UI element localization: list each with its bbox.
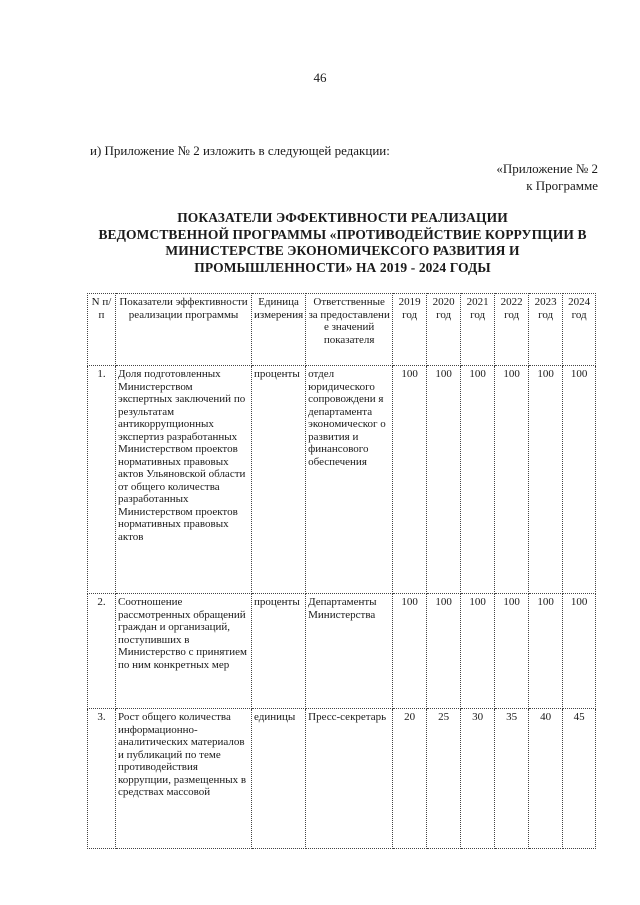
row-value-2021: 100 <box>461 594 495 709</box>
page-number: 46 <box>313 70 327 85</box>
row-value-2020: 100 <box>427 594 461 709</box>
table-row <box>88 709 596 849</box>
title-line-2: ВЕДОМСТВЕННОЙ ПРОГРАММЫ «ПРОТИВОДЕЙСТВИЕ КОРРУПЦИИ В <box>98 226 587 242</box>
row-responsible: Департаменты Министерства <box>306 594 393 709</box>
header-year-2019: 2019 год <box>393 294 427 366</box>
header-year-2021: 2021 год <box>461 294 495 366</box>
row-value-2020: 25 <box>427 709 461 849</box>
row-value-2021: 100 <box>461 366 495 594</box>
row-unit: проценты <box>252 594 306 709</box>
row-indicator-name: Соотношение рассмотренных обращений граждан и организаций, поступивших в Министерство с принятием по ним конкретных мер <box>116 594 252 709</box>
row-num: 3. <box>88 709 116 849</box>
appendix-line-1: «Приложение № 2 <box>496 161 598 176</box>
table-row <box>88 594 596 709</box>
row-value-2019: 100 <box>393 594 427 709</box>
row-responsible: Пресс-секретарь <box>306 709 393 849</box>
row-value-2024: 100 <box>563 366 596 594</box>
header-num: N п/п <box>88 294 116 366</box>
row-value-2024: 100 <box>563 594 596 709</box>
header-year-2020: 2020 год <box>427 294 461 366</box>
header-name: Показатели эффективности реализации программы <box>116 294 252 366</box>
title-line-3: МИНИСТЕРСТВЕ ЭКОНОМИЧЕКСОГО РАЗВИТИЯ И <box>165 243 520 258</box>
row-unit: единицы <box>252 709 306 849</box>
row-value-2022: 100 <box>495 366 529 594</box>
row-value-2019: 100 <box>393 366 427 594</box>
indicators-table <box>87 293 596 849</box>
header-year-2024: 2024 год <box>563 294 596 366</box>
row-value-2021: 30 <box>461 709 495 849</box>
header-year-2022: 2022 год <box>495 294 529 366</box>
document-title <box>60 210 625 276</box>
row-value-2023: 100 <box>529 366 563 594</box>
row-value-2023: 40 <box>529 709 563 849</box>
row-responsible: отдел юридического сопровождени я департамента экономическог о развития и финансового обеспечения <box>306 366 393 594</box>
row-indicator-name: Доля подготовленных Министерством экспертных заключений по результатам антикоррупционных экспертиз разработанных Министерством проектов нормативных правовых актов Ульяновской области от общего количества разработанных Министерством проектов нормативных правовых актов <box>116 366 252 594</box>
header-responsible: Ответственные за предоставлени е значений показателя <box>306 294 393 366</box>
row-value-2024: 45 <box>563 709 596 849</box>
row-num: 1. <box>88 366 116 594</box>
row-value-2019: 20 <box>393 709 427 849</box>
instruction-text: и) Приложение № 2 изложить в следующей редакции: <box>90 143 390 158</box>
table-row <box>88 366 596 594</box>
row-value-2020: 100 <box>427 366 461 594</box>
row-value-2022: 100 <box>495 594 529 709</box>
title-line-4: ПРОМЫШЛЕННОСТИ» НА 2019 - 2024 ГОДЫ <box>194 259 491 275</box>
row-num: 2. <box>88 594 116 709</box>
row-value-2023: 100 <box>529 594 563 709</box>
header-year-2023: 2023 год <box>529 294 563 366</box>
row-value-2022: 35 <box>495 709 529 849</box>
header-unit: Единица измерения <box>252 294 306 366</box>
table-header-row <box>88 294 596 366</box>
appendix-reference <box>496 160 598 194</box>
appendix-line-2: к Программе <box>526 178 598 193</box>
row-indicator-name: Рост общего количества информационно-аналитических материалов и публикаций по теме противодействия коррупции, размещенных в средствах массовой <box>116 709 252 849</box>
title-line-1: ПОКАЗАТЕЛИ ЭФФЕКТИВНОСТИ РЕАЛИЗАЦИИ <box>177 210 508 225</box>
row-unit: проценты <box>252 366 306 594</box>
